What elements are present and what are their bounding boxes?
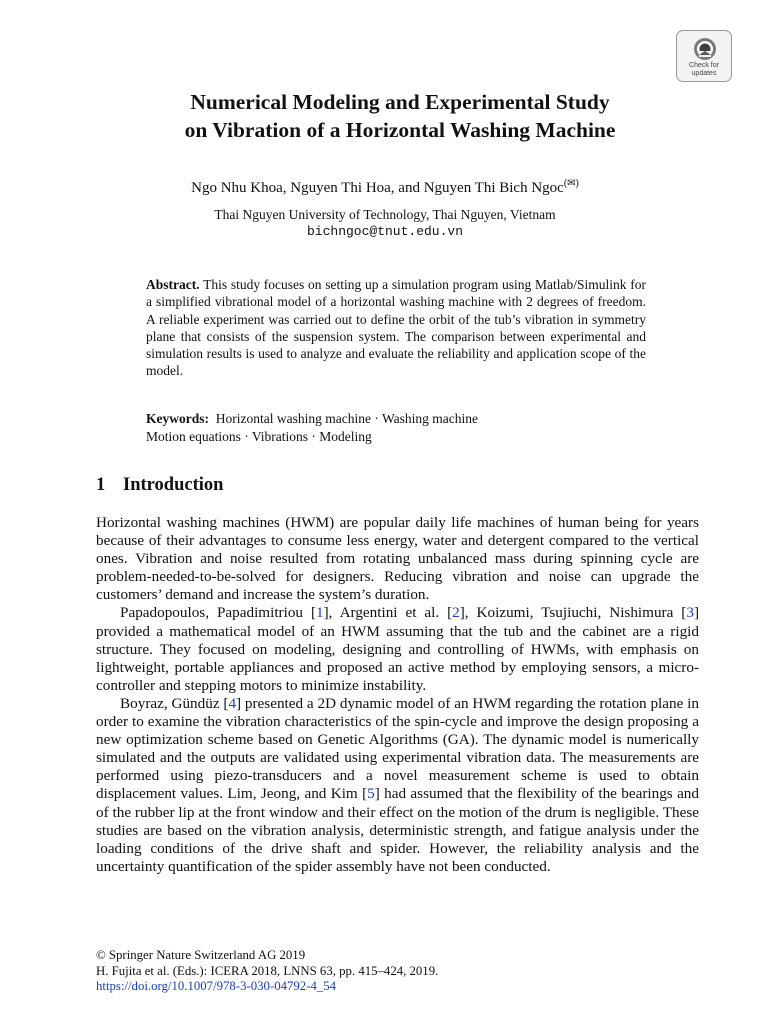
citation-link[interactable]: 1 (316, 604, 324, 622)
affiliation: Thai Nguyen University of Technology, Thai Nguyen, Vietnam (214, 207, 556, 222)
author-list (80, 174, 690, 198)
body-text: Boyraz, Gündüz [ (120, 694, 229, 712)
check-for-updates-label (677, 62, 731, 78)
section-title: Introduction (123, 475, 224, 495)
copyright-line: © Springer Nature Switzerland AG 2019 (96, 948, 306, 962)
abstract-text: This study focuses on setting up a simulation program using Matlab/Simulink for a simplified vibrational model of a horizontal washing machine with 2 degrees of freedom. A reliable experiment was carried out to define the orbit of the tub’s vibration in symmetry plane that consists of the suspension system. The comparison between experimental and simulation results is used to analyze and evaluate the reliability and application scope of the model. (146, 277, 646, 379)
section-body (96, 514, 699, 876)
keywords-line-1: Horizontal washing machine · Washing machine (215, 411, 478, 426)
paper-title (80, 88, 720, 144)
title-line-2: on Vibration of a Horizontal Washing Machine (184, 118, 616, 142)
abstract (146, 276, 646, 380)
body-text: ], Koizumi, Tsujiuchi, Nishimura [ (459, 604, 687, 622)
body-paragraph-2 (96, 604, 699, 694)
section-heading (96, 473, 223, 497)
keywords-line-2: Motion equations · Vibrations · Modeling (146, 429, 372, 444)
citation-link[interactable]: 3 (686, 604, 694, 622)
title-line-1: Numerical Modeling and Experimental Study (190, 90, 610, 114)
badge-line-2: updates (691, 70, 717, 77)
citation-link[interactable]: 4 (228, 694, 237, 712)
doi-link[interactable]: https://doi.org/10.1007/978-3-030-04792-4_54 (96, 979, 337, 993)
page-footer (96, 948, 438, 995)
keywords (146, 410, 646, 446)
body-paragraph-1: Horizontal washing machines (HWM) are popular daily life machines of human being for years because of their advantages to consume less energy, water and detergent compared to the vertical ones. Vibration and noise resulted from rotating unbalanced mass during spinning cycle are problem-needed-to-be-solved for designers. Reducing vibration and noise can upgrade the customers’ demand and increase the system’s duration. (96, 514, 699, 604)
body-text: ] presented a 2D dynamic model of an HWM regarding the rotation plane in order to examine the vibration characteristics of the spin-cycle and improve the design proposing a new optimization scheme based on Genetic Algorithms (GA). The dynamic model is numerically simulated and the outputs are validated using experimental vibration data. The measurements are performed using piezo-transducers and a novel measurement scheme is used to obtain displacement values. Lim, Jeong, and Kim [ (96, 694, 699, 803)
citation-link[interactable]: 2 (452, 604, 460, 622)
section-number: 1 (96, 475, 106, 495)
body-text: ] had assumed that the flexibility of the bearings and of the rubber lip at the front window and their effect on the motion of the drum is negligible. These studies are based on the vibration analysis, deterministic strength, and fatigue analysis under the loading conditions of the drive shaft and spider. However, the reliability analysis and the uncertainty quantification of the spider assembly have not been conducted. (96, 785, 699, 875)
body-paragraph-3 (96, 695, 699, 876)
check-for-updates-icon (693, 37, 717, 61)
badge-line-1: Check for (689, 62, 719, 69)
body-text: ], Argentini et al. [ (323, 604, 453, 622)
check-for-updates-badge[interactable] (676, 30, 732, 82)
citation-link[interactable]: 5 (367, 785, 375, 803)
body-text: Papadopoulos, Papadimitriou [ (120, 604, 317, 622)
corresponding-author-mark: (✉) (563, 178, 579, 189)
body-text: ] provided a mathematical model of an HWM assuming that the tub and the cabinet are a rigid structure. They focused on modeling, designing and controlling of HWMs, with emphasis on lightweight, portable appliances and proposed an active method by employing sensors, a micro-controller and stepping motors to minimize instability. (96, 604, 700, 694)
citation-line: H. Fujita et al. (Eds.): ICERA 2018, LNNS 63, pp. 415–424, 2019. (96, 963, 439, 978)
author-names: Ngo Nhu Khoa, Nguyen Thi Hoa, and Nguyen Thi Bich Ngoc (191, 180, 564, 196)
author-email[interactable]: bichngoc@tnut.edu.vn (306, 224, 464, 239)
abstract-label: Abstract. (146, 277, 200, 292)
keywords-label: Keywords: (146, 411, 209, 426)
